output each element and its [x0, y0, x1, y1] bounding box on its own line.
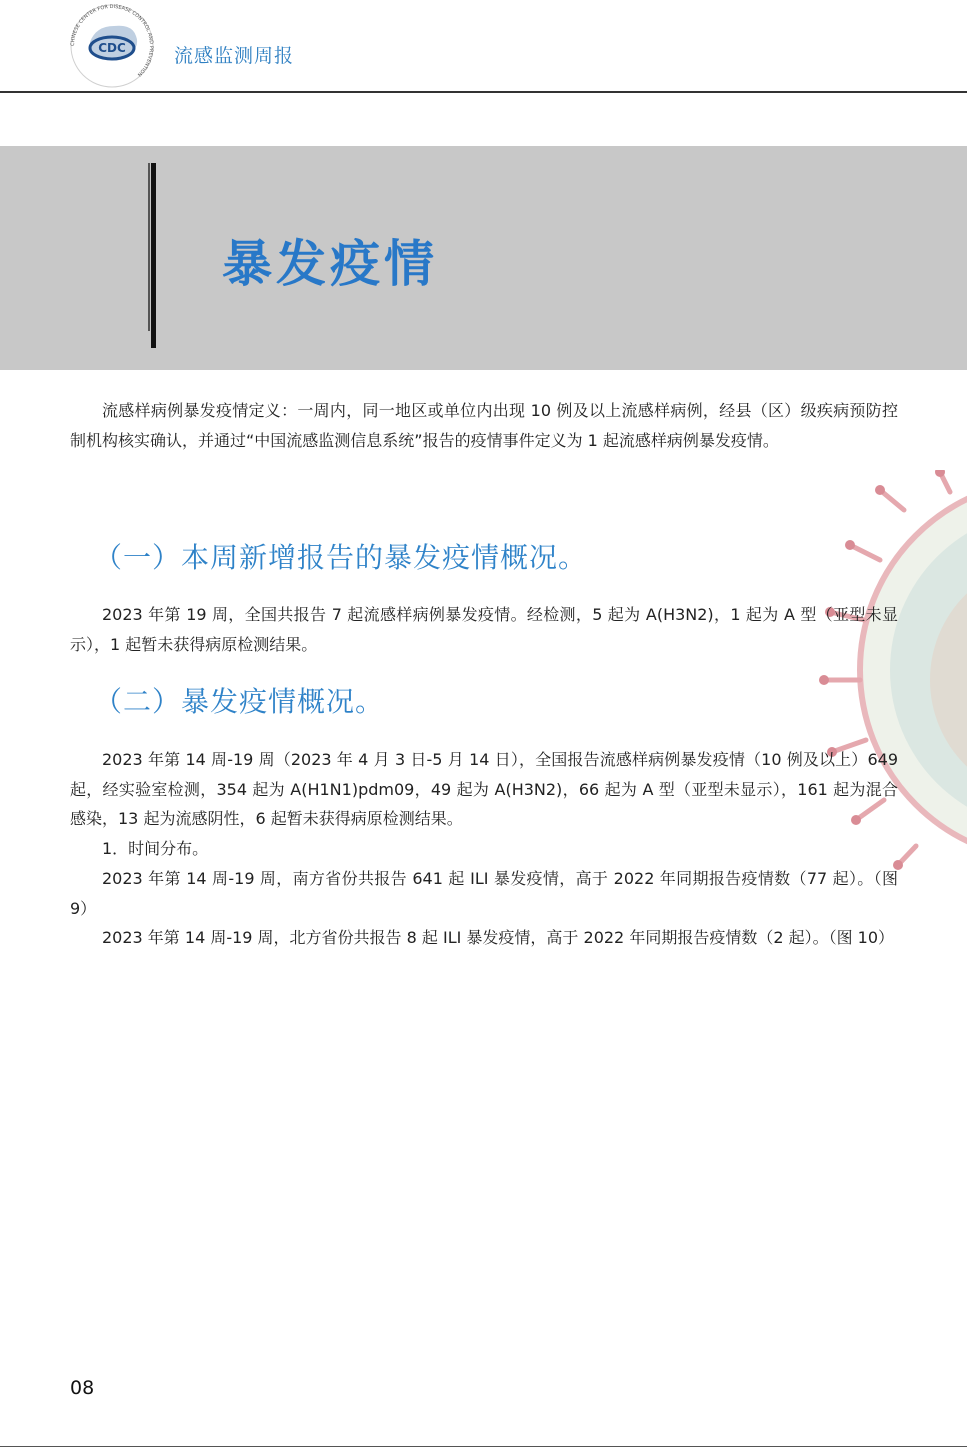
footer-divider	[0, 1446, 967, 1447]
weekly-summary-paragraph: 2023 年第 19 周，全国共报告 7 起流感样病例暴发疫情。经检测，5 起为 A(H3N2)，1 起为 A 型（亚型未显示），1 起暂未获得病原检测结果。	[70, 605, 898, 654]
banner-title: 暴发疫情	[222, 235, 438, 293]
header-divider	[0, 91, 967, 93]
page-number: 08	[70, 1377, 95, 1399]
time-distribution-heading: 1．时间分布。	[102, 839, 209, 858]
definition-paragraph: 流感样病例暴发疫情定义：一周内，同一地区或单位内出现 10 例及以上流感样病例，经县（区）级疾病预防控制机构核实确认，并通过“中国流感监测信息系统”报告的疫情事件定义为 1 起流感样病例暴发疫情。	[70, 401, 898, 450]
south-provinces-paragraph: 2023 年第 14 周-19 周，南方省份共报告 641 起 ILI 暴发疫情，高于 2022 年同期报告疫情数（77 起）。（图 9）	[70, 869, 898, 918]
section-heading-overview: （二）暴发疫情概况。	[94, 685, 385, 718]
north-provinces-paragraph: 2023 年第 14 周-19 周，北方省份共报告 8 起 ILI 暴发疫情，高于 2022 年同期报告疫情数（2 起）。（图 10）	[102, 928, 895, 947]
report-title: 流感监测周报	[174, 45, 295, 67]
overview-paragraph: 2023 年第 14 周-19 周（2023 年 4 月 3 日-5 月 14 日），全国报告流感样病例暴发疫情（10 例及以上）649 起，经实验室检测，354 起为 A(H1N1)pdm09，49 起为 A(H3N2)，66 起为 A 型（亚型未显示），161 起为混合感染，13 起为流感阴性，6 起暂未获得病原检测结果。	[70, 750, 898, 828]
logo-ring-text: CHINESE CENTER FOR DISEASE CONTROL AND PREVENTION	[69, 3, 155, 78]
page-header	[0, 0, 967, 93]
section-heading-weekly: （一）本周新增报告的暴发疫情概况。	[94, 541, 588, 574]
section-banner	[0, 146, 967, 370]
cdc-logo-icon	[66, 2, 158, 90]
banner-accent-bar	[148, 163, 150, 331]
banner-accent-bar-thick	[151, 163, 156, 348]
logo-text: CDC	[98, 41, 126, 55]
